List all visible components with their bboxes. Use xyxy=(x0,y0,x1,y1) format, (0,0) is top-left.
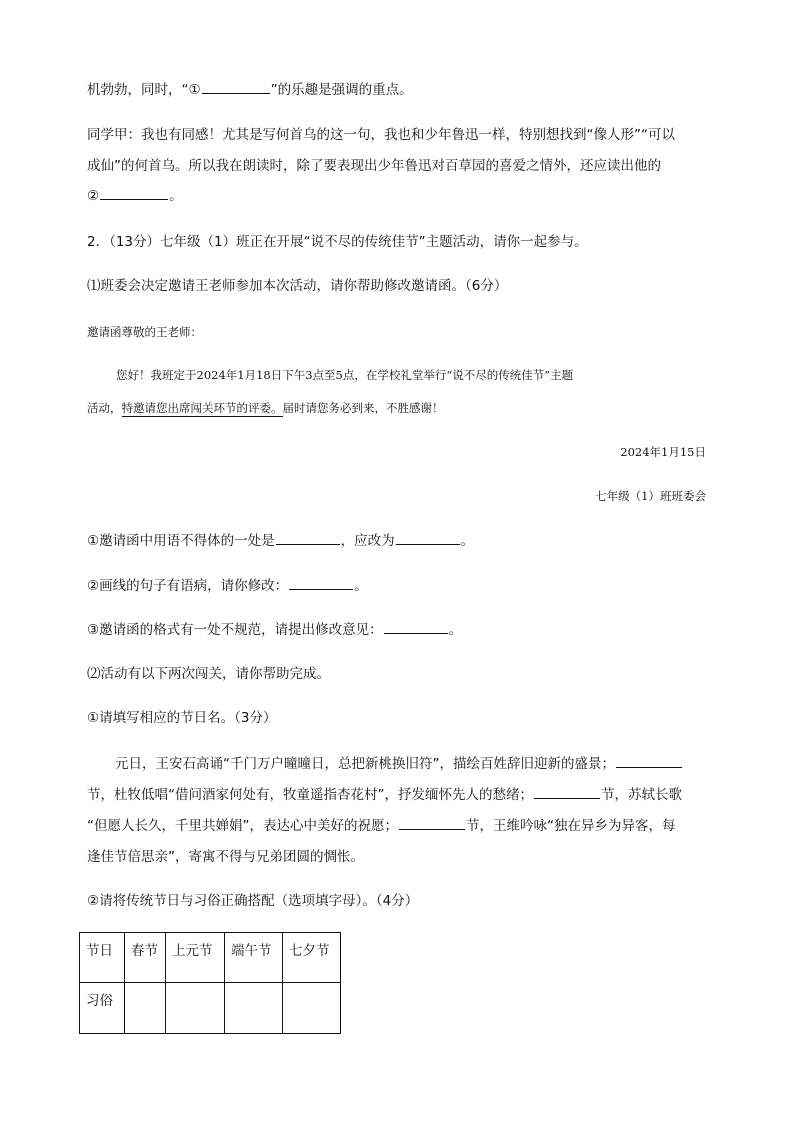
question-text: ①邀请函中用语不得体的一处是 xyxy=(87,533,275,549)
question-text: ，应改为 xyxy=(340,533,395,549)
text-after-blank: ”的乐趣是强调的重点。 xyxy=(270,82,413,98)
answer-blank-7[interactable] xyxy=(616,766,682,768)
task-text: 节，杜牧低唱“借问酒家何处有，牧童遥指杏花村”，抒发缅怀先人的愁绪； xyxy=(87,787,533,803)
body-text: 届时请您务必到来，不胜感谢！ xyxy=(282,401,444,415)
continuation-line xyxy=(87,84,413,98)
sub-question-1 xyxy=(87,535,474,549)
task-1-line-3 xyxy=(87,820,676,834)
invitation-body-line-1: 您好！我班定于2024年1月18日下午3点至5点，在学校礼堂举行“说不尽的传统佳节”主题 xyxy=(116,368,574,382)
table-answer-cell[interactable] xyxy=(125,983,166,1034)
underlined-sentence: 特邀请您出席闯关环节的评委。 xyxy=(121,401,283,415)
student-a-line-3 xyxy=(87,190,183,204)
sub-question-3 xyxy=(87,624,462,638)
task-2-title: ②请将传统节日与习俗正确搭配（选项填字母）。（4分） xyxy=(87,893,419,909)
answer-blank-4[interactable] xyxy=(396,543,460,545)
table-custom-row xyxy=(80,983,341,1034)
task-text: 元日，王安石高诵“千门万户曈曈日，总把新桃换旧符”，描绘百姓辞旧迎新的盛景； xyxy=(115,756,615,772)
festival-custom-table xyxy=(79,932,341,1034)
invitation-body-line-2 xyxy=(87,403,444,415)
table-answer-cell[interactable] xyxy=(283,983,341,1034)
answer-blank-3[interactable] xyxy=(276,543,340,545)
answer-blank-5[interactable] xyxy=(289,588,353,590)
question-2-part-2: ⑵活动有以下两次闯关，请你帮助完成。 xyxy=(87,666,330,682)
period: 。 xyxy=(354,578,368,594)
table-header-row xyxy=(80,933,341,983)
invitation-date: 2024年1月15日 xyxy=(620,445,706,459)
task-text: 节，苏轼长歌 xyxy=(601,787,682,803)
circled-number: ② xyxy=(87,188,100,204)
text-before-blank: 机勃勃，同时，“① xyxy=(87,82,201,98)
sub-question-2 xyxy=(87,580,368,594)
period: 。 xyxy=(169,188,183,204)
answer-blank-6[interactable] xyxy=(384,632,448,634)
answer-blank-8[interactable] xyxy=(534,797,600,799)
invitation-signature: 七年级（1）班班委会 xyxy=(595,489,706,503)
table-answer-cell[interactable] xyxy=(225,983,283,1034)
task-text: 节，王维吟咏“独在异乡为异客，每 xyxy=(466,818,676,834)
answer-blank-2[interactable] xyxy=(100,198,168,200)
task-text: “但愿人长久，千里共婵娟”，表达心中美好的祝愿； xyxy=(87,818,398,834)
task-1-title: ①请填写相应的节日名。（3分） xyxy=(87,710,277,726)
task-1-line-1 xyxy=(115,758,683,772)
table-cell-festival: 七夕节 xyxy=(283,933,341,983)
table-cell-festival: 春节 xyxy=(125,933,166,983)
table-cell-label: 节日 xyxy=(80,933,125,983)
student-a-line-1: 同学甲：我也有同感！尤其是写何首乌的这一句，我也和少年鲁迅一样，特别想找到“像人形”“可以 xyxy=(87,127,675,143)
question-2-header: 2．（13分）七年级（1）班正在开展“说不尽的传统佳节”主题活动，请你一起参与。 xyxy=(87,234,588,250)
task-1-line-2 xyxy=(87,789,682,803)
table-cell-label: 习俗 xyxy=(80,983,125,1034)
invitation-heading: 邀请函尊敬的王老师： xyxy=(87,325,202,339)
table-cell-festival: 端午节 xyxy=(225,933,283,983)
body-text: 活动， xyxy=(87,401,122,415)
table-cell-festival: 上元节 xyxy=(166,933,225,983)
period: 。 xyxy=(448,622,463,638)
question-2-part-1: ⑴班委会决定邀请王老师参加本次活动，请你帮助修改邀请函。（6分） xyxy=(87,278,508,294)
answer-blank-9[interactable] xyxy=(399,828,465,830)
question-text: ②画线的句子有语病，请你修改： xyxy=(87,578,289,594)
task-1-line-4: 逢佳节倍思亲”，寄寓不得与兄弟团圆的惆怅。 xyxy=(87,849,364,865)
question-text: ③邀请函的格式有一处不规范，请提出修改意见： xyxy=(87,622,383,638)
student-a-line-2: 成仙”的何首乌。所以我在朗读时，除了要表现出少年鲁迅对百草园的喜爱之情外，还应读出他的 xyxy=(87,158,661,174)
answer-blank-1[interactable] xyxy=(202,92,270,94)
period: 。 xyxy=(460,533,475,549)
table-answer-cell[interactable] xyxy=(166,983,225,1034)
